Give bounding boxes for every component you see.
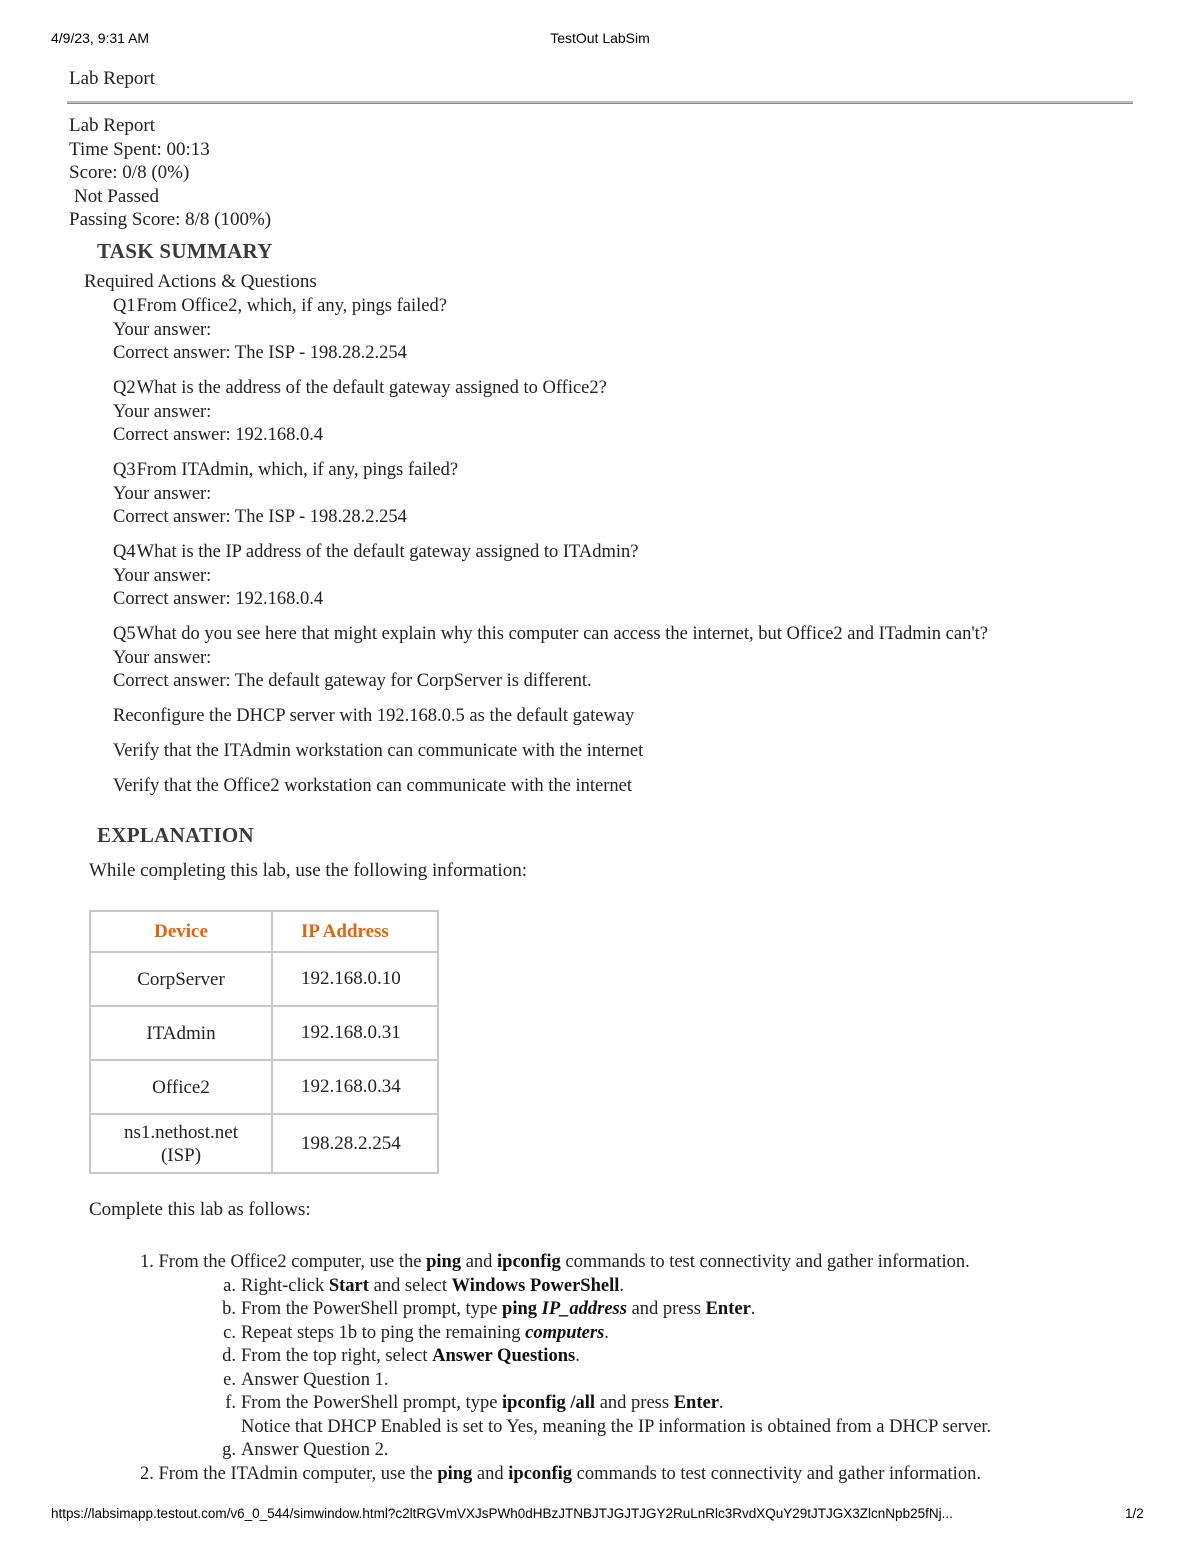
substep-text: . <box>575 1346 580 1366</box>
step-list <box>140 1251 991 1486</box>
table-header-row <box>90 911 438 952</box>
substep-text: and press <box>626 1299 706 1319</box>
substep-text: . <box>619 1275 624 1296</box>
score: Score: 0/8 (0%) <box>69 162 190 183</box>
substep-letter: e. <box>223 1369 236 1390</box>
substep-text: and press <box>595 1393 674 1413</box>
substep-text: From the top right, select <box>241 1346 433 1366</box>
ip-cell: 192.168.0.34 <box>272 1060 438 1114</box>
substep-item <box>140 1392 991 1416</box>
your-answer: Your answer: <box>113 483 212 504</box>
ip-cell: 198.28.2.254 <box>272 1114 438 1173</box>
step-text: and <box>472 1463 509 1484</box>
substep-item <box>140 1439 991 1463</box>
report-title: Lab Report <box>69 115 156 136</box>
task-list <box>113 295 988 810</box>
substep-item <box>140 1345 991 1369</box>
your-answer: Your answer: <box>113 647 212 668</box>
step-command: ipconfig <box>508 1463 572 1484</box>
print-url: https://labsimapp.testout.com/v6_0_544/simwindow.html?c2ltRGVmVXJsPWh0dHBzJTNBJTJGJTJGY2RuLnRlc3RvdXQuY29tJTJGX3ZlcnNpb25fNj... <box>51 1506 953 1521</box>
question-text: What do you see here that might explain why this computer can access the internet, but Office2 and ITadmin can't? <box>136 624 989 644</box>
step-number: 2. <box>140 1463 154 1484</box>
substep-bold: Enter <box>705 1299 751 1319</box>
question-number: Q5 <box>113 624 136 644</box>
substep-bold-italic: computers <box>525 1322 605 1343</box>
substep-letter: c. <box>223 1322 236 1343</box>
passing-score: Passing Score: 8/8 (100%) <box>69 209 272 230</box>
action-item: Reconfigure the DHCP server with 192.168.0.5 as the default gateway <box>113 706 635 726</box>
step-text: From the ITAdmin computer, use the <box>158 1463 438 1484</box>
table-row <box>90 1060 438 1114</box>
correct-answer: Correct answer: The default gateway for CorpServer is different. <box>113 671 592 691</box>
substep-bold: ping <box>502 1299 542 1319</box>
question-item <box>113 541 988 612</box>
step-item <box>140 1463 991 1487</box>
substep-note-text: Notice that DHCP Enabled is set to Yes, meaning the IP information is obtained from a DHCP server. <box>241 1416 992 1437</box>
question-text: What is the IP address of the default gateway assigned to ITAdmin? <box>136 542 639 562</box>
question-text: What is the address of the default gateway assigned to Office2? <box>136 378 607 398</box>
correct-answer: Correct answer: The ISP - 198.28.2.254 <box>113 343 407 363</box>
report-summary <box>69 114 271 232</box>
question-number: Q4 <box>113 542 136 562</box>
device-cell-line: ns1.nethost.net <box>124 1121 238 1143</box>
table-row <box>90 952 438 1006</box>
substep-item <box>140 1275 991 1299</box>
substep-text: From the PowerShell prompt, type <box>241 1299 503 1319</box>
complete-intro: Complete this lab as follows: <box>89 1199 311 1220</box>
required-actions-heading: Required Actions & Questions <box>84 271 317 292</box>
substep-text: . <box>604 1322 609 1343</box>
substep-text: Answer Question 1. <box>241 1369 389 1390</box>
lab-report-heading: Lab Report <box>69 68 156 89</box>
substep-item <box>140 1369 991 1393</box>
table-row <box>90 1006 438 1060</box>
question-item <box>113 459 988 530</box>
your-answer: Your answer: <box>113 401 212 422</box>
substep-bold-italic: IP_address <box>541 1299 627 1319</box>
device-cell: Office2 <box>90 1060 272 1114</box>
explanation-intro: While completing this lab, use the following information: <box>89 860 527 881</box>
device-cell: CorpServer <box>90 952 272 1006</box>
time-spent: Time Spent: 00:13 <box>69 138 210 160</box>
print-title: TestOut LabSim <box>550 30 650 46</box>
step-command: ping <box>437 1463 473 1484</box>
substep-text: From the PowerShell prompt, type <box>241 1393 503 1413</box>
question-text: From ITAdmin, which, if any, pings failed? <box>136 460 459 480</box>
ip-cell: 192.168.0.10 <box>272 952 438 1006</box>
heading-divider <box>67 101 1133 104</box>
correct-answer: Correct answer: The ISP - 198.28.2.254 <box>113 507 407 527</box>
substep-note <box>140 1416 991 1440</box>
question-item <box>113 623 988 694</box>
question-number: Q1 <box>113 296 136 316</box>
substep-bold: Start <box>328 1275 369 1296</box>
substep-item <box>140 1322 991 1346</box>
substep-text: . <box>750 1299 756 1319</box>
substep-item <box>140 1298 991 1322</box>
substep-text: Repeat steps 1b to ping the remaining <box>241 1322 526 1343</box>
substep-bold: Windows PowerShell <box>451 1275 620 1296</box>
substep-bold: Answer Questions <box>432 1346 576 1366</box>
action-item: Verify that the Office2 workstation can communicate with the internet <box>113 776 633 796</box>
device-cell <box>90 1114 272 1173</box>
table-row <box>90 1114 438 1173</box>
device-cell: ITAdmin <box>90 1006 272 1060</box>
correct-answer: Correct answer: 192.168.0.4 <box>113 589 324 609</box>
print-date: 4/9/23, 9:31 AM <box>51 30 150 46</box>
substep-text: and select <box>368 1275 452 1296</box>
step-text: and <box>461 1252 498 1272</box>
substep-letter: a. <box>223 1275 236 1296</box>
correct-answer: Correct answer: 192.168.0.4 <box>113 425 324 445</box>
substep-letter: d. <box>222 1346 236 1366</box>
step-text: commands to test connectivity and gather information. <box>560 1252 970 1272</box>
question-number: Q2 <box>113 378 136 398</box>
task-summary-heading: TASK SUMMARY <box>97 239 273 263</box>
substep-letter: g. <box>222 1440 236 1460</box>
device-cell-line: (ISP) <box>160 1144 202 1166</box>
substep-letter: b. <box>222 1299 236 1319</box>
question-item <box>113 377 988 448</box>
substep-bold: ipconfig /all <box>502 1393 596 1413</box>
device-ip-table <box>89 910 439 1174</box>
substep-text: Right-click <box>241 1275 329 1296</box>
step-text: From the Office2 computer, use the <box>158 1252 427 1272</box>
substep-text: . <box>718 1393 724 1413</box>
step-command: ping <box>426 1252 462 1272</box>
your-answer: Your answer: <box>113 565 212 586</box>
column-header-ip: IP Address <box>272 911 438 952</box>
question-item <box>113 295 988 366</box>
step-command: ipconfig <box>497 1252 561 1272</box>
ip-cell: 192.168.0.31 <box>272 1006 438 1060</box>
action-item: Verify that the ITAdmin workstation can communicate with the internet <box>113 741 644 761</box>
substep-letter: f. <box>225 1393 236 1413</box>
step-text: commands to test connectivity and gather information. <box>572 1463 981 1484</box>
your-answer: Your answer: <box>113 319 212 340</box>
substep-bold: Enter <box>673 1393 719 1413</box>
substep-text: Answer Question 2. <box>241 1440 389 1460</box>
step-number: 1. <box>140 1252 154 1272</box>
question-text: From Office2, which, if any, pings failed? <box>136 296 447 316</box>
pass-status: Not Passed <box>74 185 159 207</box>
page-number: 1/2 <box>1125 1506 1144 1521</box>
explanation-heading: EXPLANATION <box>97 823 254 847</box>
question-number: Q3 <box>113 460 136 480</box>
step-item <box>140 1251 991 1275</box>
column-header-device: Device <box>90 911 272 952</box>
